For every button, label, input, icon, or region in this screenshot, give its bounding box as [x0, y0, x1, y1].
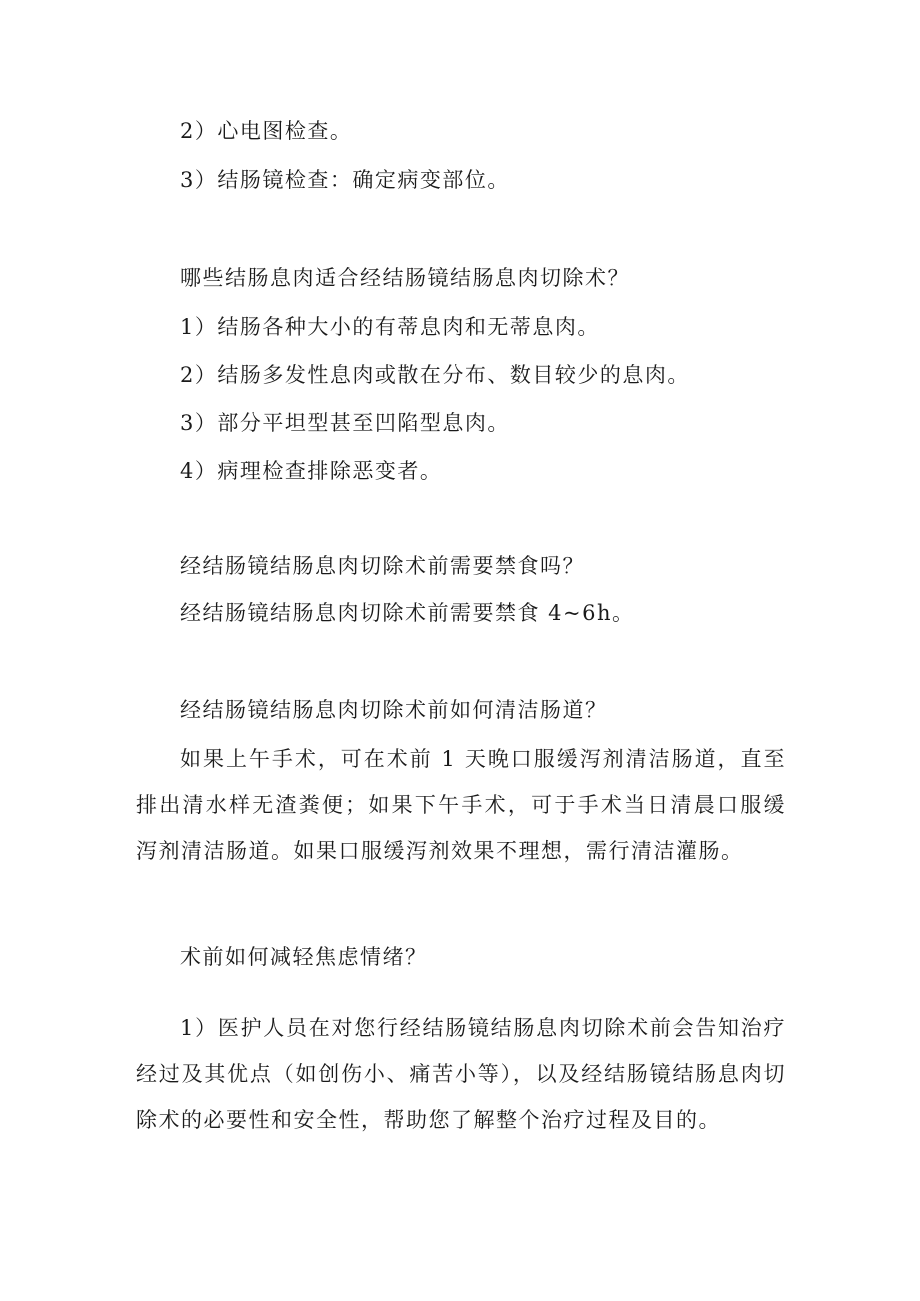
list-item-colonoscopy: 3）结肠镜检查：确定病变部位。 — [180, 168, 510, 192]
question-suitable-polyps: 哪些结肠息肉适合经结肠镜结肠息肉切除术？ — [180, 266, 630, 290]
answer-bowel-cleaning: 如果上午手术，可在术前 1 天晚口服缓泻剂清洁肠道，直至排出清水样无渣粪便；如果下午手术，可于手术当日清晨口服缓泻剂清洁肠道。如果口服缓泻剂效果不理想，需行清洁灌肠。 — [136, 747, 786, 863]
answer-fasting: 经结肠镜结肠息肉切除术前需要禁食 4~6h。 — [180, 601, 635, 625]
list-item-pedunculated: 1）结肠各种大小的有蒂息肉和无蒂息肉。 — [180, 315, 600, 339]
list-item-multiple: 2）结肠多发性息肉或散在分布、数目较少的息肉。 — [180, 363, 690, 387]
question-fasting: 经结肠镜结肠息肉切除术前需要禁食吗？ — [180, 554, 585, 578]
answer-anxiety-1: 1）医护人员在对您行经结肠镜结肠息肉切除术前会告知治疗经过及其优点（如创伤小、痛苦小等），以及经结肠镜结肠息肉切除术的必要性和安全性，帮助您了解整个治疗过程及目的。 — [136, 1016, 786, 1132]
question-bowel-cleaning: 经结肠镜结肠息肉切除术前如何清洁肠道？ — [180, 698, 608, 722]
list-item-flat: 3）部分平坦型甚至凹陷型息肉。 — [180, 411, 510, 435]
question-anxiety: 术前如何减轻焦虑情绪？ — [180, 945, 428, 969]
list-item-ecg: 2）心电图检查。 — [180, 119, 353, 143]
list-item-pathology: 4）病理检查排除恶变者。 — [180, 459, 443, 483]
